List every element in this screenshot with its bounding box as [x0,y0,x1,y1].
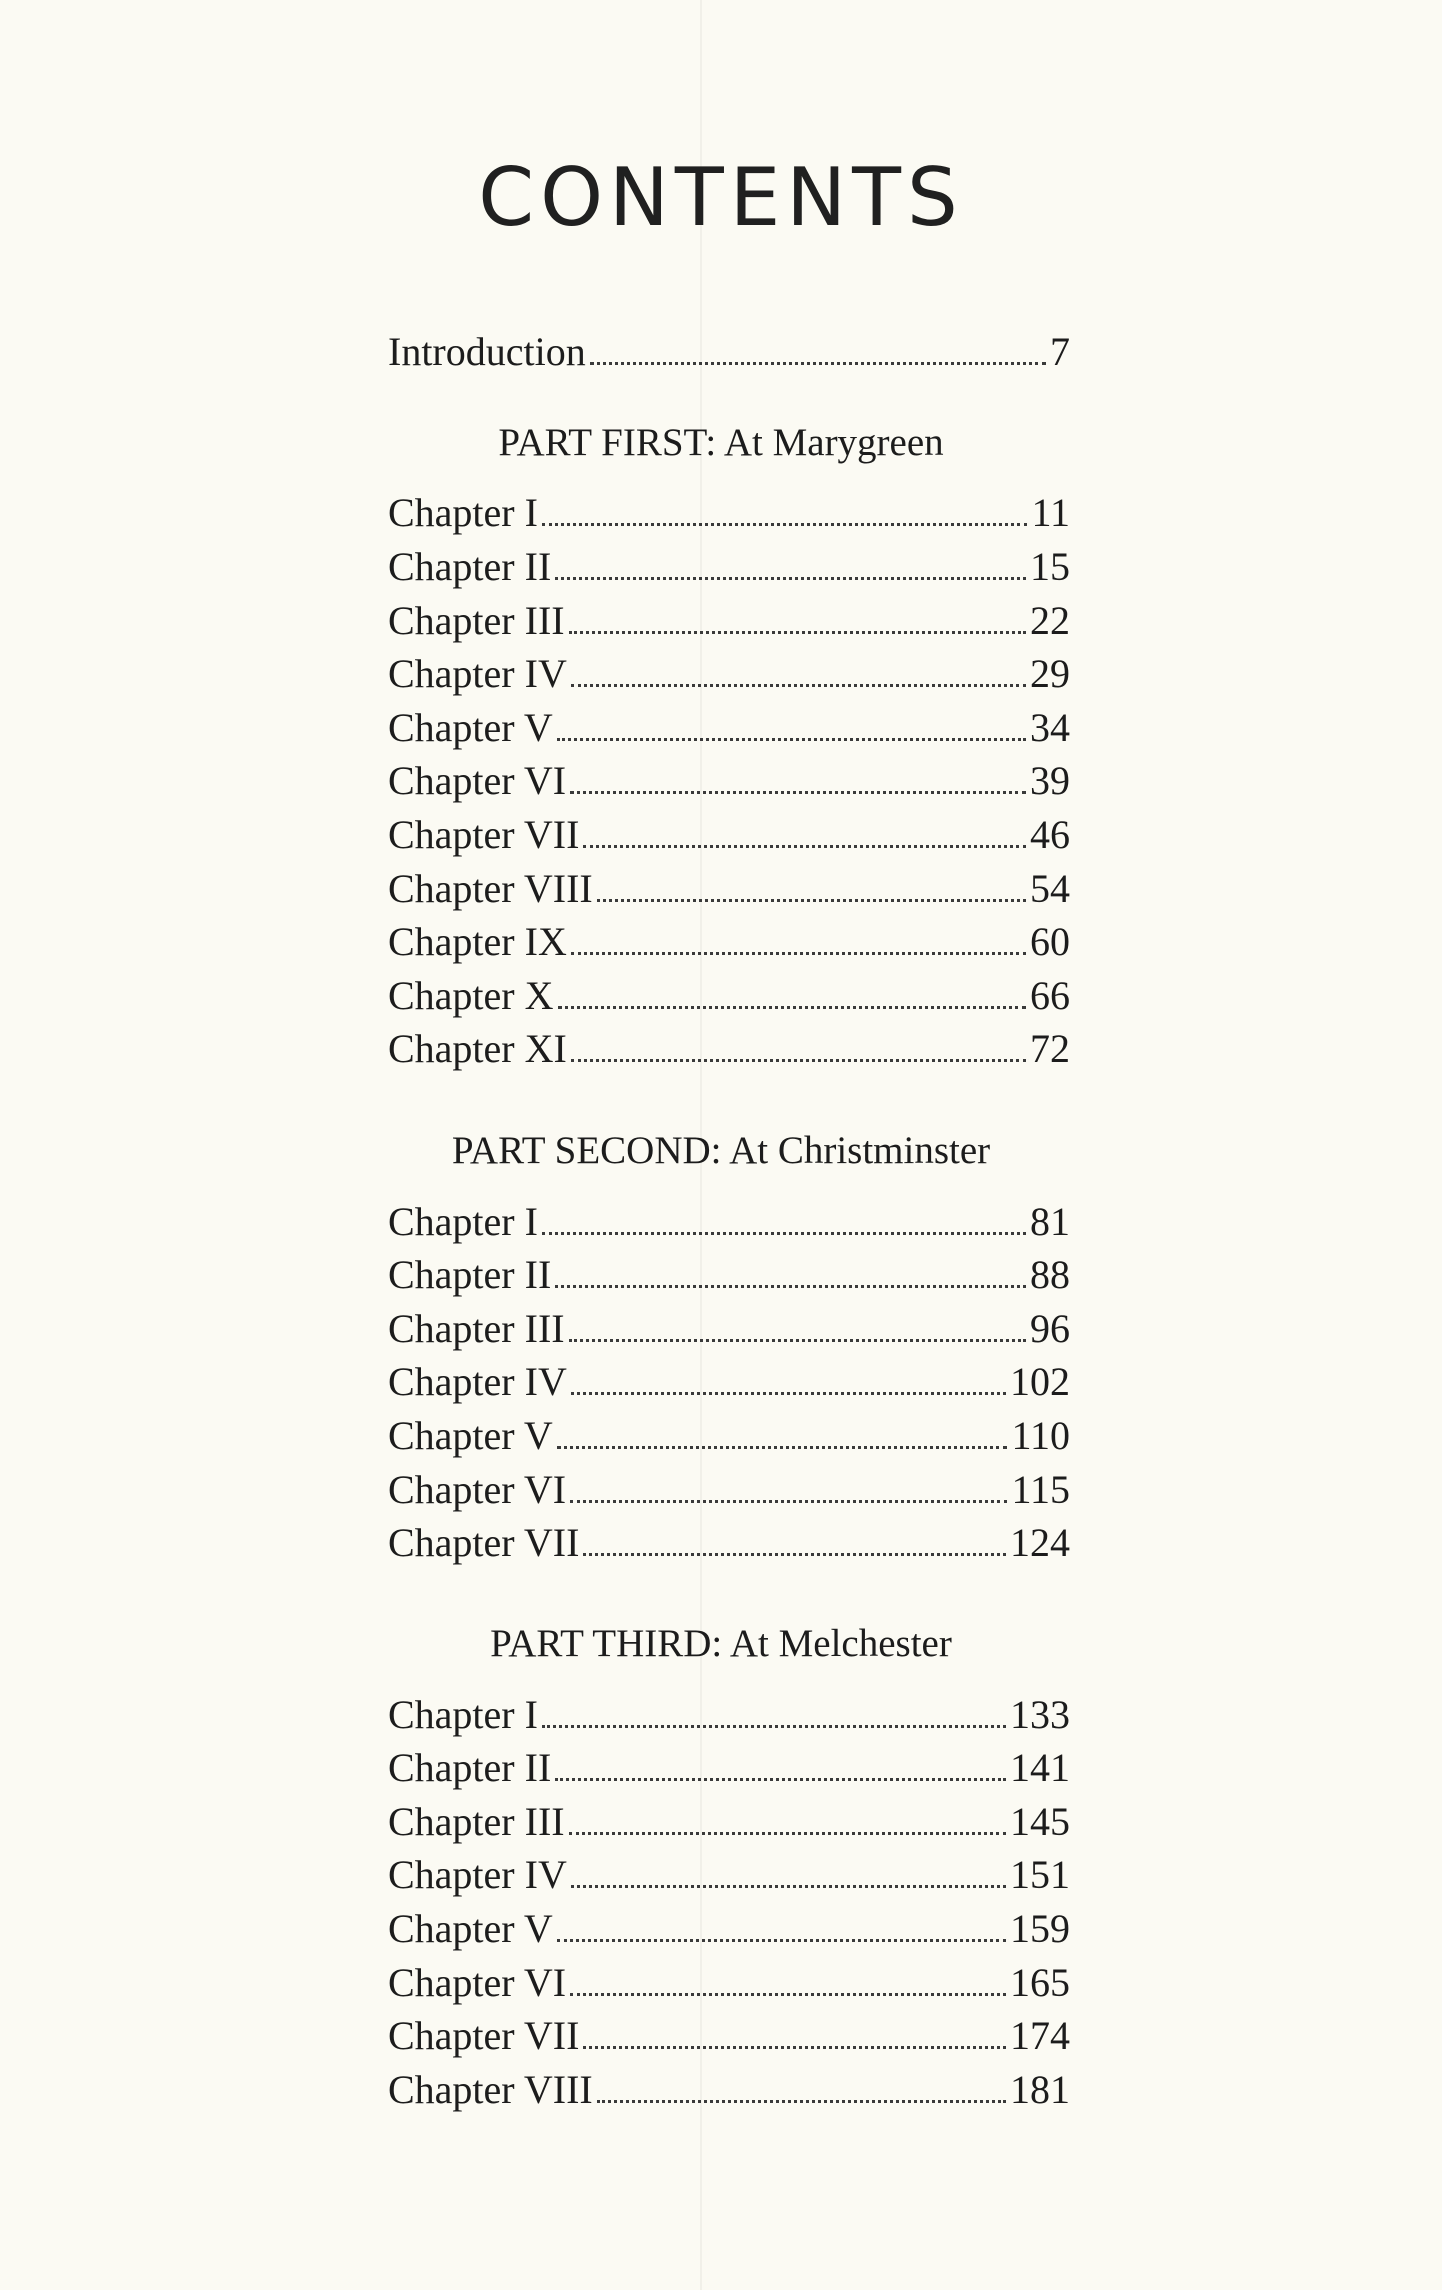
dot-leader [558,1006,1026,1009]
toc-entry-page: 181 [1010,2067,1070,2112]
toc-entry-label: Chapter IV [388,1852,567,1897]
toc-entry-label: Chapter IV [388,1359,567,1404]
part-heading: PART FIRST: At Marygreen [498,421,944,464]
toc-entry [388,970,1070,1022]
toc-entry [388,1517,1070,1569]
toc-entry-label: Chapter I [388,490,538,535]
dot-leader [583,1553,1006,1556]
toc-entry [388,1849,1070,1901]
dot-leader [557,738,1026,741]
toc-entry-label: Chapter VI [388,758,567,803]
toc-entry-page: 102 [1010,1359,1070,1404]
toc-entry-label: Chapter X [388,973,554,1018]
toc-entry [388,595,1070,647]
toc-entry-label: Chapter II [388,1745,552,1790]
toc-entry-label: Chapter VI [388,1467,567,1512]
dot-leader [590,362,1046,365]
toc-entry-page: 141 [1010,1745,1070,1790]
part-heading: PART THIRD: At Melchester [490,1622,952,1665]
toc-entry-label: Chapter I [388,1692,538,1737]
toc-entry-page: 66 [1030,973,1070,1018]
toc-entry-page: 7 [1050,329,1070,374]
toc-entry-label: Chapter III [388,598,565,643]
toc-entry [388,487,1070,539]
dot-leader [571,684,1026,687]
toc-entry-page: 34 [1030,705,1070,750]
toc-entry [388,1196,1070,1248]
toc-entry-label: Chapter VII [388,1520,580,1565]
dot-leader [555,1778,1006,1781]
part-heading: PART SECOND: At Christminster [451,1129,991,1172]
toc-entry [388,1023,1070,1075]
toc-entry-label: Chapter III [388,1799,565,1844]
dot-leader [571,1885,1006,1888]
dot-leader [583,2046,1006,2049]
toc-entry-page: 81 [1030,1199,1070,1244]
dot-leader [570,1993,1006,1996]
toc-entry-page: 11 [1031,490,1070,535]
toc-entry-label: Chapter VIII [388,2067,593,2112]
toc-entry [388,1742,1070,1794]
toc-entry-page: 54 [1030,866,1070,911]
toc-entry-label: Chapter V [388,1413,553,1458]
toc-entry [388,1249,1070,1301]
toc-entry-page: 174 [1010,2013,1070,2058]
toc-entry [388,755,1070,807]
dot-leader [570,1500,1007,1503]
dot-leader [597,2100,1006,2103]
toc-entry-label: Chapter VI [388,1960,567,2005]
toc-entry [388,1303,1070,1355]
dot-leader [571,1059,1026,1062]
toc-entry-page: 39 [1030,758,1070,803]
toc-entry-label: Chapter I [388,1199,538,1244]
toc-entry [388,1796,1070,1848]
toc-entry-label: Chapter VII [388,2013,580,2058]
dot-leader [569,631,1026,634]
toc-entry [388,916,1070,968]
toc-entry-page: 145 [1010,1799,1070,1844]
dot-leader [571,1392,1006,1395]
toc-entry-page: 159 [1010,1906,1070,1951]
dot-leader [542,1725,1006,1728]
toc-entry-label: Chapter VIII [388,866,593,911]
dot-leader [555,577,1026,580]
toc-entry [388,1410,1070,1462]
toc-entry-page: 15 [1030,544,1070,589]
toc-entry-page: 72 [1030,1026,1070,1071]
dot-leader [542,523,1028,526]
page-title: CONTENTS [478,151,964,244]
toc-entry-label: Chapter IX [388,919,567,964]
toc-entry-label: Introduction [388,329,586,374]
dot-leader [570,791,1026,794]
toc-entry [388,1689,1070,1741]
toc-entry-label: Chapter II [388,544,552,589]
toc-entry-page: 46 [1030,812,1070,857]
toc-entry-label: Chapter VII [388,812,580,857]
toc-entry-page: 124 [1010,1520,1070,1565]
toc-entry-page: 110 [1011,1413,1070,1458]
toc-entry [388,541,1070,593]
toc-entry-page: 22 [1030,598,1070,643]
dot-leader [542,1232,1026,1235]
toc-entry [388,863,1070,915]
dot-leader [571,952,1026,955]
dot-leader [557,1446,1008,1449]
toc-entry-page: 165 [1010,1960,1070,2005]
toc-entry-page: 60 [1030,919,1070,964]
toc-entry-label: Chapter V [388,705,553,750]
toc-entry [388,1957,1070,2009]
toc-entry-page: 115 [1011,1467,1070,1512]
toc-entry-page: 29 [1030,651,1070,696]
toc-entry [388,1464,1070,1516]
dot-leader [597,899,1026,902]
toc-entry [388,1356,1070,1408]
toc-entry [388,809,1070,861]
toc-entry [388,2064,1070,2116]
toc-entry [388,702,1070,754]
toc-entry-page: 88 [1030,1252,1070,1297]
toc-entry-label: Chapter V [388,1906,553,1951]
dot-leader [569,1339,1026,1342]
toc-entry-label: Chapter III [388,1306,565,1351]
toc-entry-page: 151 [1010,1852,1070,1897]
dot-leader [569,1832,1006,1835]
dot-leader [555,1285,1026,1288]
toc-entry-label: Chapter II [388,1252,552,1297]
dot-leader [557,1939,1006,1942]
toc-entry-page: 96 [1030,1306,1070,1351]
toc-entry [388,1903,1070,1955]
toc-entry-label: Chapter IV [388,651,567,696]
dot-leader [583,845,1026,848]
toc-entry [388,648,1070,700]
toc-entry [388,2010,1070,2062]
toc-entry-introduction [388,326,1070,378]
toc-entry-page: 133 [1010,1692,1070,1737]
toc-entry-label: Chapter XI [388,1026,567,1071]
